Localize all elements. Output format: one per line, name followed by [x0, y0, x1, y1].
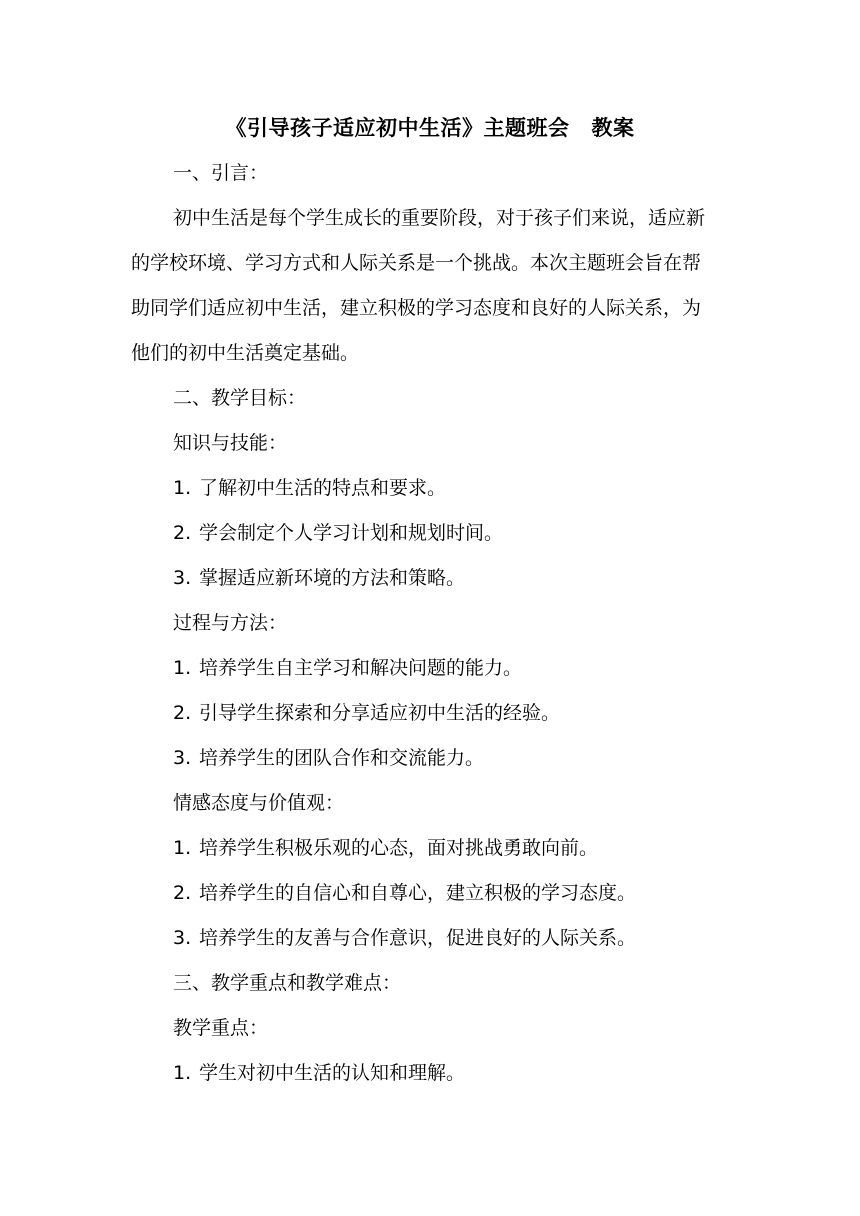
subheading-knowledge: 知识与技能：: [173, 432, 288, 454]
list-item: [173, 925, 636, 951]
list-item-number: 3.: [173, 747, 192, 769]
list-item-number: 2.: [173, 882, 192, 904]
section-heading-key-points: 三、教学重点和教学难点：: [173, 972, 402, 994]
list-item-number: 2.: [173, 702, 192, 724]
list-item-number: 1.: [173, 1062, 192, 1084]
intro-paragraph-line-2: 的学校环境、学习方式和人际关系是一个挑战。本次主题班会旨在帮: [131, 252, 702, 274]
list-item-text: 培养学生自主学习和解决问题的能力。: [199, 657, 523, 679]
subheading-emotion: 情感态度与价值观：: [173, 792, 345, 814]
section-heading-intro: 一、引言：: [173, 162, 269, 184]
list-item: [173, 475, 446, 501]
intro-paragraph-line-1: 初中生活是每个学生成长的重要阶段，对于孩子们来说，适应新: [173, 207, 706, 229]
list-item-number: 3.: [173, 567, 192, 589]
list-item-text: 掌握适应新环境的方法和策略。: [199, 567, 466, 589]
list-item-number: 2.: [173, 522, 192, 544]
section-heading-objectives: 二、教学目标：: [173, 387, 307, 409]
list-item: [173, 700, 560, 726]
list-item: [173, 745, 484, 771]
list-item-number: 3.: [173, 927, 192, 949]
list-item: [173, 655, 522, 681]
subheading-process: 过程与方法：: [173, 612, 288, 634]
list-item: [173, 565, 465, 591]
subheading-key-points: 教学重点：: [173, 1017, 269, 1039]
list-item: [173, 520, 503, 546]
list-item-text: 了解初中生活的特点和要求。: [199, 477, 447, 499]
list-item: [173, 1060, 465, 1086]
document-title: [0, 114, 860, 142]
list-item-text: 培养学生的友善与合作意识，促进良好的人际关系。: [199, 927, 637, 949]
list-item-number: 1.: [173, 477, 192, 499]
list-item-text: 学会制定个人学习计划和规划时间。: [199, 522, 504, 544]
list-item-text: 培养学生的自信心和自尊心，建立积极的学习态度。: [199, 882, 637, 904]
list-item-text: 学生对初中生活的认知和理解。: [199, 1062, 466, 1084]
title-main: 《引导孩子适应初中生活》主题班会: [225, 116, 570, 140]
intro-paragraph-line-3: 助同学们适应初中生活，建立积极的学习态度和良好的人际关系，为: [131, 297, 702, 319]
title-suffix: 教案: [591, 116, 635, 140]
list-item-text: 培养学生积极乐观的心态，面对挑战勇敢向前。: [199, 837, 599, 859]
list-item-text: 引导学生探索和分享适应初中生活的经验。: [199, 702, 561, 724]
list-item-text: 培养学生的团队合作和交流能力。: [199, 747, 485, 769]
list-item-number: 1.: [173, 837, 192, 859]
list-item: [173, 835, 598, 861]
list-item: [173, 880, 636, 906]
intro-paragraph-line-4: 他们的初中生活奠定基础。: [131, 342, 360, 364]
list-item-number: 1.: [173, 657, 192, 679]
